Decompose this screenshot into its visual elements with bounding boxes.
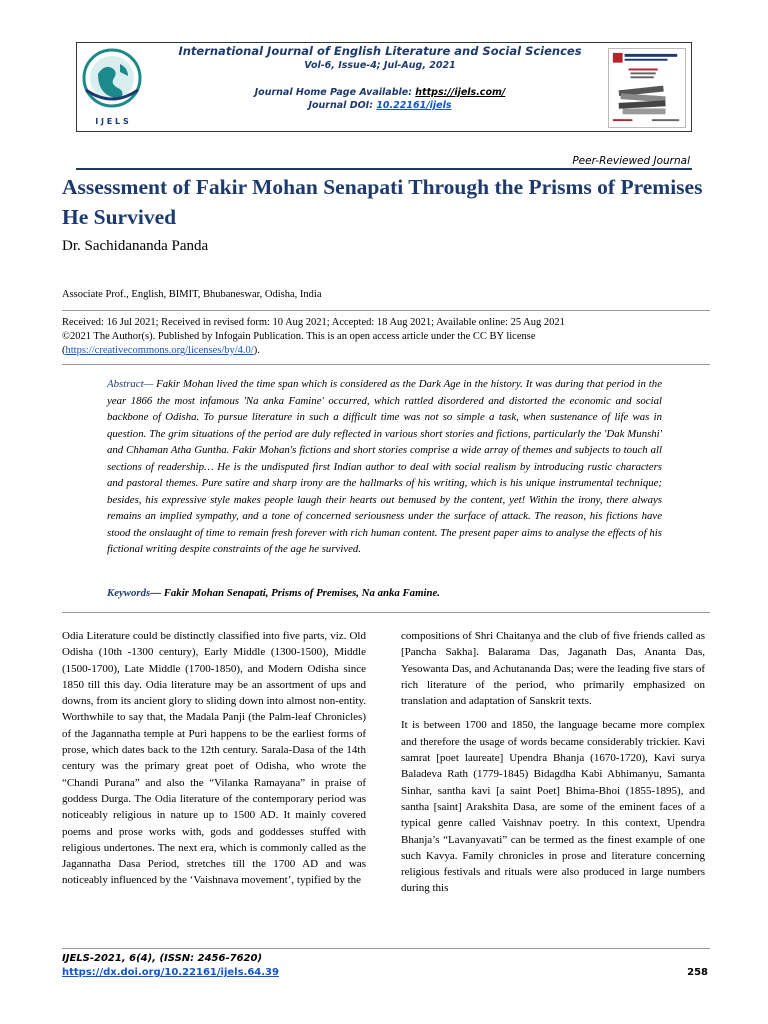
abstract — [107, 376, 662, 558]
header-divider — [76, 168, 692, 170]
copyright-line: ©2021 The Author(s). Published by Infogain Publication. This is an open access article under the CC BY license — [62, 331, 536, 342]
body-paragraph: Odia Literature could be distinctly classified into five parts, viz. Old Odisha (10th -1300 century), Early Middle (1300-1500), Middle (1500-1700), Late Middle (1700-1850), and Modern Odisha since 1850 till this day. Odia literature may be an assortment of ups and downs, from its ancient glory to sliding down into almost non-entity. Worthwhile to say that, the Madala Panji (the Palm-leaf Chronicles) of the Jagannatha temple at Puri happens to be the earliest forms of prose, which dates back to the 12th century. Sarala-Dasa of the 14th century was the primary great poet of Odisha, who wrote the “Chandi Purana” and also the “Vilanka Ramayana” in praise of goddess Durga. The Odia literature of the contemporary period was noticeably religious in nature up to 1500 AD. It mainly covered poems and prose works with, gods and goddesses stuffed with religious undertones. The next era, which is commonly called as the Jagannatha Dasa Period, stretches till the 1700 AD and was noticeably influenced by the ‘Vaishnava movement’, typified by the — [62, 630, 366, 887]
keywords-label: Keywords — [107, 587, 151, 599]
abstract-top-divider — [62, 364, 710, 365]
article-title: Assessment of Fakir Mohan Senapati Through the Prisms of Premises He Survived — [62, 175, 703, 229]
body-paragraph: compositions of Shri Chaitanya and the club of five friends called as [Pancha Sakha]. Balarama Das, Jaganath Das, Ananta Das, Yesowanta Das, and Achutananda Das; were the leading five stars of rich literature of the period, who primarily emphasized on translation and adaptation of Sanskrit texts. — [401, 630, 705, 708]
peer-reviewed-label: Peer-Reviewed Journal — [572, 155, 690, 167]
keywords-text: — Fakir Mohan Senapati, Prisms of Premises, Na anka Famine. — [150, 587, 440, 599]
journal-doi-link[interactable]: 10.22161/ijels — [376, 100, 452, 111]
body-column-right — [401, 628, 705, 905]
license-open-paren: ( — [62, 345, 66, 356]
journal-home-link[interactable]: https://ijels.com/ — [415, 87, 506, 98]
journal-volume: Vol-6, Issue-4; Jul-Aug, 2021 — [304, 60, 456, 71]
abstract-label: Abstract — [107, 378, 144, 390]
ijels-logo-icon — [80, 46, 144, 128]
logo-text: I J E L S — [95, 117, 129, 126]
license-link[interactable]: https://creativecommons.org/licenses/by/4.0/ — [65, 345, 254, 356]
keywords — [107, 587, 662, 599]
journal-home-label: Journal Home Page Available: — [254, 87, 416, 98]
journal-doi-label: Journal DOI: — [308, 100, 377, 111]
journal-masthead — [160, 44, 600, 112]
author-name: Dr. Sachidananda Panda — [62, 238, 209, 254]
body-column-left — [62, 628, 366, 897]
journal-cover-image — [608, 48, 686, 128]
journal-doi — [160, 99, 600, 112]
publication-history — [62, 316, 710, 358]
footer-citation: IJELS-2021, 6(4), (ISSN: 2456-7620) — [62, 953, 263, 964]
meta-divider — [62, 310, 710, 311]
received-dates: Received: 16 Jul 2021; Received in revised form: 10 Aug 2021; Accepted: 18 Aug 2021; Available online: 25 Aug 2021 — [62, 317, 565, 328]
journal-title: International Journal of English Literature and Social Sciences — [178, 44, 582, 58]
abstract-bottom-divider — [62, 612, 710, 613]
abstract-dash: — — [143, 378, 157, 390]
abstract-text: Fakir Mohan lived the time span which is considered as the Dark Age in the history. It was during that period in the year 1866 the most infamous 'Na anka Famine' occurred, which rattled disordered and distorted the economic and social backbone of Odisha. To pursue literature in such a difficult time was not so simple a task, when sustenance of life was in question. The grim situations of the period are duly reflected in various short stories and fictions, particularly the 'Dak Munshi' and Chhaman Atha Guntha. Fakir Mohan's fictions and short stories comprise a wide array of themes and subjects to touch all sections of readership… He is the undisputed first Indian author to deal with social realism by introducing rustic characters and pastoral themes. Pure satire and sharp irony are the hallmarks of his writing, which is his unique instrumental technique; besides, his expressive style makes people laugh their hearts out bemused by the content, yet! Within the irony, there always remains an implied sympathy, and a tone of concerned seriousness under the surface of attack. The reason, his fictions have stood the onslaught of time to remain fresh forever with rich human content. The present paper aims to analyse the effects of his fictional writing despite constraints of the age he survived. — [107, 378, 662, 555]
footer-doi-link[interactable]: https://dx.doi.org/10.22161/ijels.64.39 — [62, 967, 279, 978]
author-affiliation: Associate Prof., English, BIMIT, Bhubaneswar, Odisha, India — [62, 289, 322, 300]
footer-divider — [62, 948, 710, 949]
license-line — [62, 344, 710, 358]
license-close-paren: ). — [253, 345, 260, 356]
body-paragraph: It is between 1700 and 1850, the language became more complex and therefore the usage of words became considerably trickier. Kavi samrat [poet laureate] Upendra Bhanja (1670-1720), Kavi surya Baladeva Rath (1779-1845) Bidagdha Kabi Abhimanyu, Samanta Sinhar, santha kavi [a saint Poet] Bhima-Bhoi (1855-1895), and santha [saint] Arakshita Dasa, are some of the eminent faces of a typical genre called Vaishnav poetry. In this context, Upendra Bhanja’s “Lavanyavati” can be termed as the finest example of one such Kavya. Family chronicles in prose and literature concerning religious festivals and rituals were also produced in large numbers during this — [401, 719, 705, 895]
page-number: 258 — [687, 967, 708, 978]
journal-home — [160, 86, 600, 99]
